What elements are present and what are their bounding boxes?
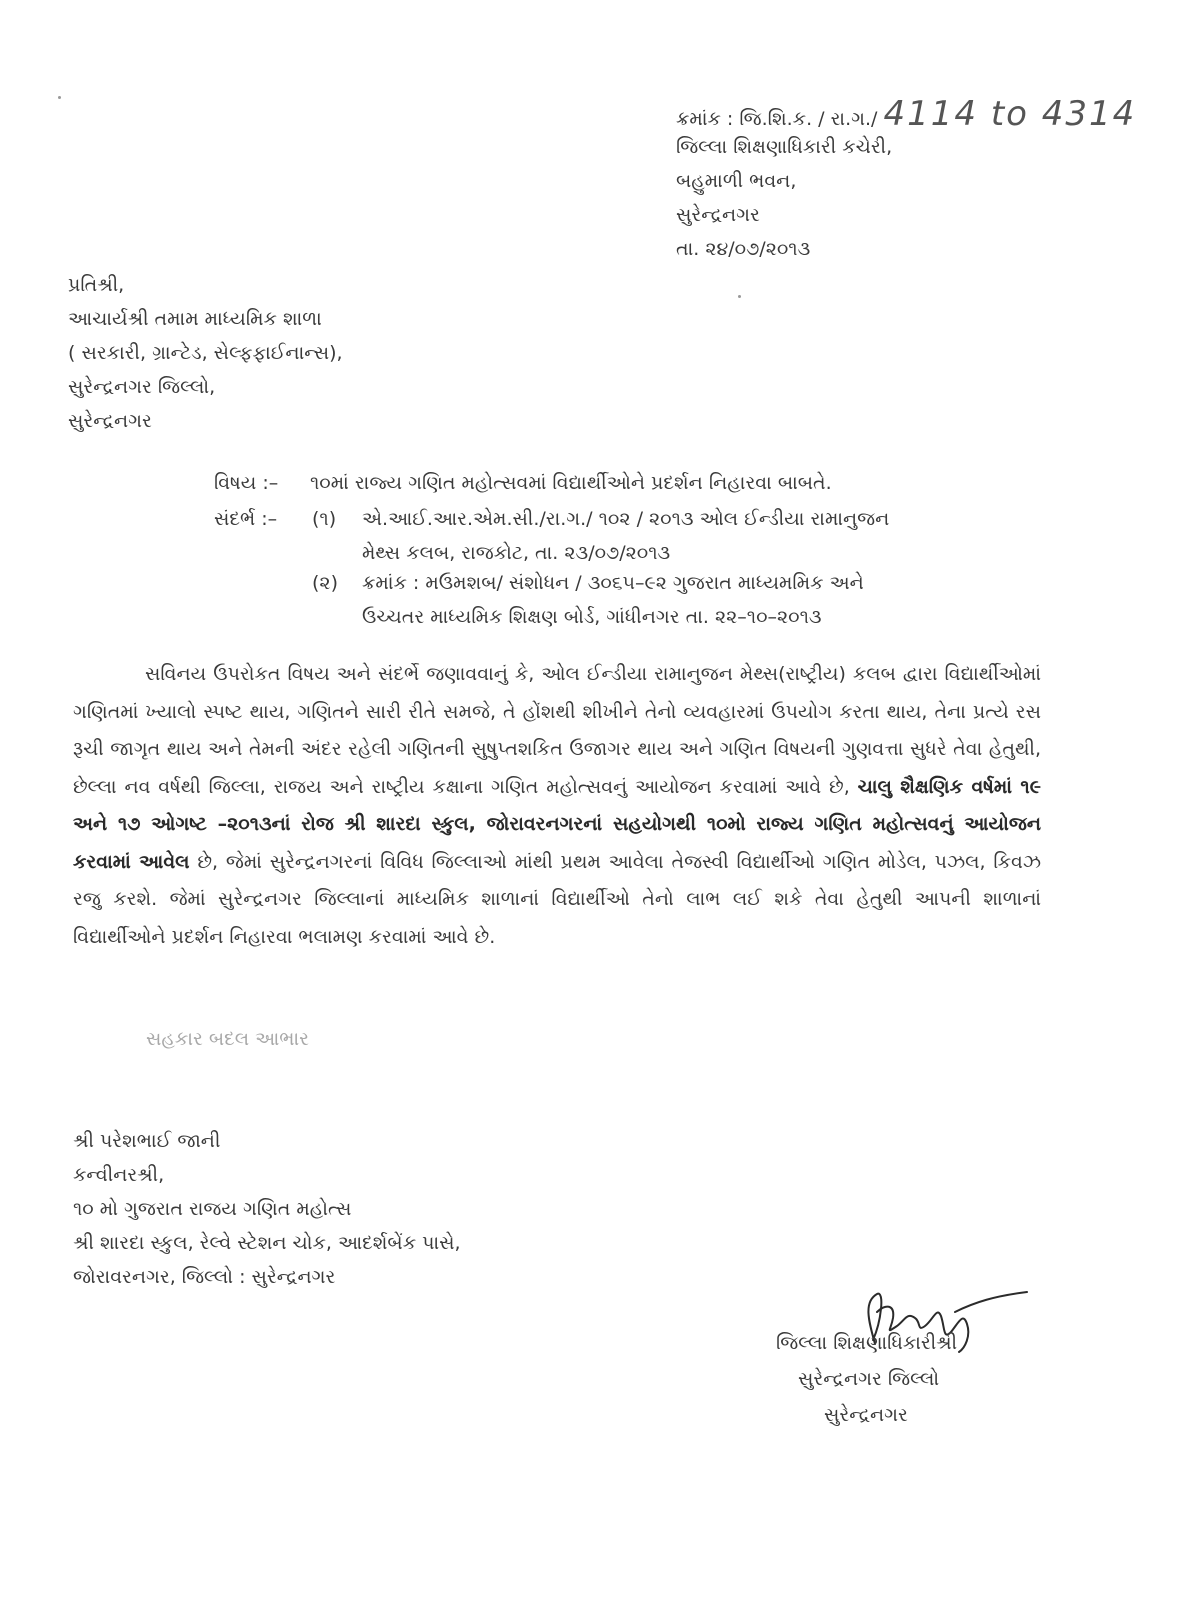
signatory-district: સુરેન્દ્રનગર જિલ્લો (798, 1368, 940, 1390)
office-building: બહુમાળી ભવન, (676, 170, 797, 192)
reference-2-line1: ક્રમાંક : મઉમશબ/ સંશોધન / ૩૦૬૫–૯૨ ગુજરાત માધ્યમમિક અને (362, 572, 864, 594)
recipient-title: આચાર્યશ્રી તમામ માધ્યમિક શાળા (68, 308, 322, 330)
recipient-school-types: ( સરકારી, ગ્રાન્ટેડ, સેલ્ફફાઈનાન્સ), (68, 342, 343, 364)
body-text-part2: છે, જેમાં સુરેન્દ્રનગરનાં વિવિધ જિલ્લાઓ માંથી પ્રથમ આવેલા તેજસ્વી વિદ્યાર્થીઓ ગણિત મોડેલ, પઝલ, કિવઝ રજુ કરશે. જેમાં સુરેન્દ્રનગર જિલ્લાનાં માધ્યમિક શાળાનાં વિદ્યાર્થીઓ તેનો લાભ લઈ શકે તેવા હેતુથી આપની શાળાનાં વિદ્યાર્થીઓને પ્રદર્શન નિહારવા ભલામણ કરવામાં આવે છે. (73, 850, 1041, 948)
recipient-district: સુરેન્દ્રનગર જિલ્લો, (68, 376, 216, 398)
reference-1-number: (૧) (312, 508, 337, 530)
office-name: જિલ્લા શિક્ષણાધિકારી કચેરી, (676, 136, 893, 158)
signatory-city: સુરેન્દ્રનગર (824, 1404, 908, 1426)
subject-label: વિષય :– (214, 472, 279, 494)
body-text-part1: સવિનય ઉપરોકત વિષય અને સંદર્ભે જણાવવાનું કે, ઓલ ઈન્ડીયા રામાનુજન મેથ્સ(રાષ્ટ્રીય) કલબ દ્વારા વિદ્યાર્થીઓમાં ગણિતમાં ખ્યાલો સ્પષ્ટ થાય, ગણિતને સારી રીતે સમજે, તે હોંશથી શીખીને તેનો વ્યવહારમાં ઉપયોગ કરતા થાય, તેના પ્રત્યે રસ રૂચી જાગૃત થાય અને તેમની અંદર રહેલી ગણિતની સુષુપ્તશકિત ઉજાગર થાય અને ગણિત વિષયની ગુણવત્તા સુધરે તેવા હેતુથી, છેલ્લા નવ વર્ષથી જિલ્લા, રાજય અને રાષ્ટ્રીય કક્ષાના ગણિત મહોત્સવનું આયોજન કરવામાં આવે છે, (73, 663, 1041, 798)
recipient-city: સુરેન્દ્રનગર (68, 410, 152, 432)
closing-thanks: સહકાર બદલ આભાર (146, 1028, 309, 1050)
reference-2-number: (૨) (312, 572, 338, 594)
reference-1-line1: એ.આઈ.આર.એમ.સી./રા.ગ./ ૧૦૨ / ૨૦૧૩ ઓલ ઈન્ડીયા રામાનુજન (362, 508, 890, 530)
reference-1-line2: મેથ્સ કલબ, રાજકોટ, તા. ૨૩/૦૭/૨૦૧૩ (362, 542, 671, 564)
recipient-salutation: પ્રતિશ્રી, (68, 274, 125, 296)
paper-speck (738, 295, 741, 298)
subject-text: ૧૦માં રાજ્ય ગણિત મહોત્સવમાં વિદ્યાર્થીઓને પ્રદર્શન નિહારવા બાબતે. (310, 472, 832, 494)
copy-to-name: શ્રી પરેશભાઈ જાની (73, 1130, 221, 1152)
handwritten-reference-number: 4114 to 4314 (883, 94, 1137, 134)
letter-date: તા. ૨૪/૦૭/૨૦૧૩ (676, 238, 811, 260)
copy-to-location: જોરાવરનગર, જિલ્લો : સુરેન્દ્રનગર (73, 1266, 336, 1288)
copy-to-title: કન્વીનરશ્રી, (73, 1164, 165, 1186)
copy-to-event: ૧૦ મો ગુજરાત રાજય ગણિત મહોત્સ (73, 1198, 352, 1220)
paper-speck (58, 96, 61, 99)
reference-prefix: ક્રમાંક : જિ.શિ.ક. / રા.ગ./ (676, 108, 878, 130)
reference-2-line2: ઉચ્ચતર માધ્યમિક શિક્ષણ બોર્ડ, ગાંધીનગર તા. ૨૨–૧૦–૨૦૧૩ (362, 606, 822, 628)
reference-label: સંદર્ભ :– (214, 508, 278, 530)
body-text-bold: ચાલુ શૈક્ષણિક વર્ષમાં ૧૯ અને ૧૭ ઓગષ્ટ –૨૦૧૩નાં રોજ શ્રી શારદા સ્કુલ, જોરાવરનગરનાં સહયોગથી ૧૦મો રાજ્ય ગણિત મહોત્સવનું આયોજન કરવામાં આવેલ (73, 775, 1041, 873)
signatory-title: જિલ્લા શિક્ષણાધિકારીશ્રી (776, 1332, 958, 1354)
copy-to-address: શ્રી શારદા સ્કુલ, રેલ્વે સ્ટેશન ચોક, આદર્શબેંક પાસે, (73, 1232, 461, 1254)
office-city: સુરેન્દ્રનગર (676, 204, 760, 226)
reference-number-line (676, 94, 1137, 134)
body-paragraph (73, 656, 1041, 956)
